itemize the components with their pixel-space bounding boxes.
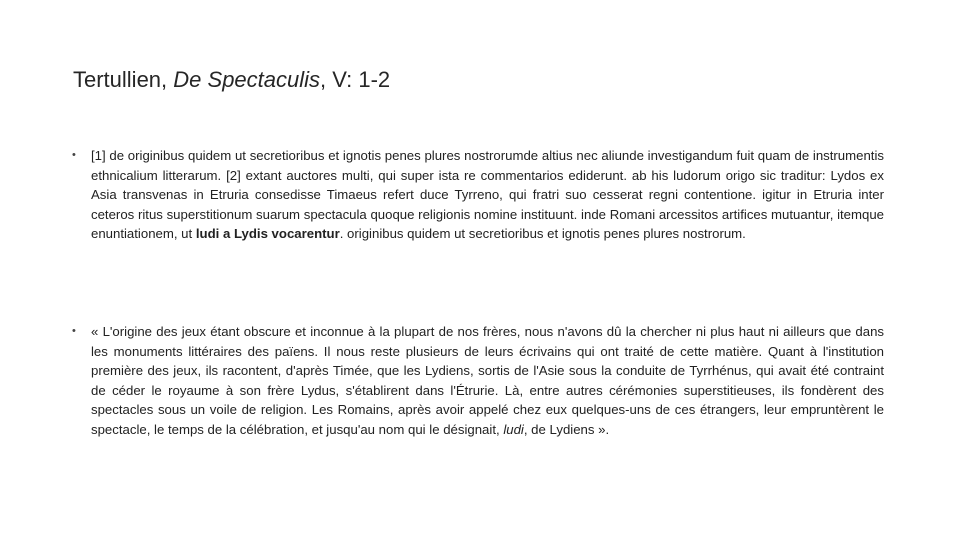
bullet-latin-text <box>72 146 884 244</box>
french-text-before: « L'origine des jeux étant obscure et inconnue à la plupart de nos frères, nous n'avons dû la chercher ni plus haut ni ailleurs que dans les monuments littéraires des païens. Il nous reste plusieurs de leurs écrivains qui ont traité de cette matière. Quant à l'institution première des jeux, ils racontent, d'après Timée, que les Lydiens, sortis de l'Asie sous la conduite de Tyrrhénus, qui avait été contraint de céder le royaume à son frère Lydus, s'établirent dans l'Étrurie. Là, entre autres cérémonies superstitieuses, ils fondèrent des spectacles sous un voile de religion. Les Romains, après avoir appelé chez eux quelques-uns de ces étrangers, leur empruntèrent le spectacle, le temps de la célébration, et jusqu'au nom qui le désignait, <box>91 324 884 437</box>
title-author: Tertullien, <box>73 67 174 92</box>
title-work: De Spectaculis <box>173 67 321 92</box>
bullet-french-text <box>72 322 884 440</box>
slide-title <box>73 64 390 96</box>
bullet-marker: • <box>72 149 76 161</box>
title-reference: , V: 1-2 <box>320 67 391 92</box>
latin-emphasis: ludi a Lydis vocarentur <box>195 226 340 242</box>
latin-text-after: . originibus quidem ut secretioribus et ignotis penes plures nostrorum. <box>339 226 746 242</box>
french-text-after: , de Lydiens ». <box>523 421 610 437</box>
latin-text-before: [1] de originibus quidem ut secretioribus et ignotis penes plures nostrorumde altius nec aliunde investigandum fuit quam de instrumentis ethnicalium litterarum. [2] extant auctores multi, qui super ista re commentarios ediderunt. ab his ludorum origo sic traditur: Lydos ex Asia transvenas in Etruria consedisse Timaeus refert duce Tyrreno, qui fratri suo cesserat regni contentione. igitur in Etruria inter ceteros ritus superstitionum suarum spectacula quoque religionis nomine instituunt. inde Romani arcessitos artifices mutuantur, itemque enuntiationem, ut <box>91 148 884 242</box>
french-emphasis: ludi <box>503 421 524 437</box>
bullet-list-latin <box>72 146 884 244</box>
bullet-list-french <box>72 322 884 440</box>
bullet-marker: • <box>72 325 76 337</box>
